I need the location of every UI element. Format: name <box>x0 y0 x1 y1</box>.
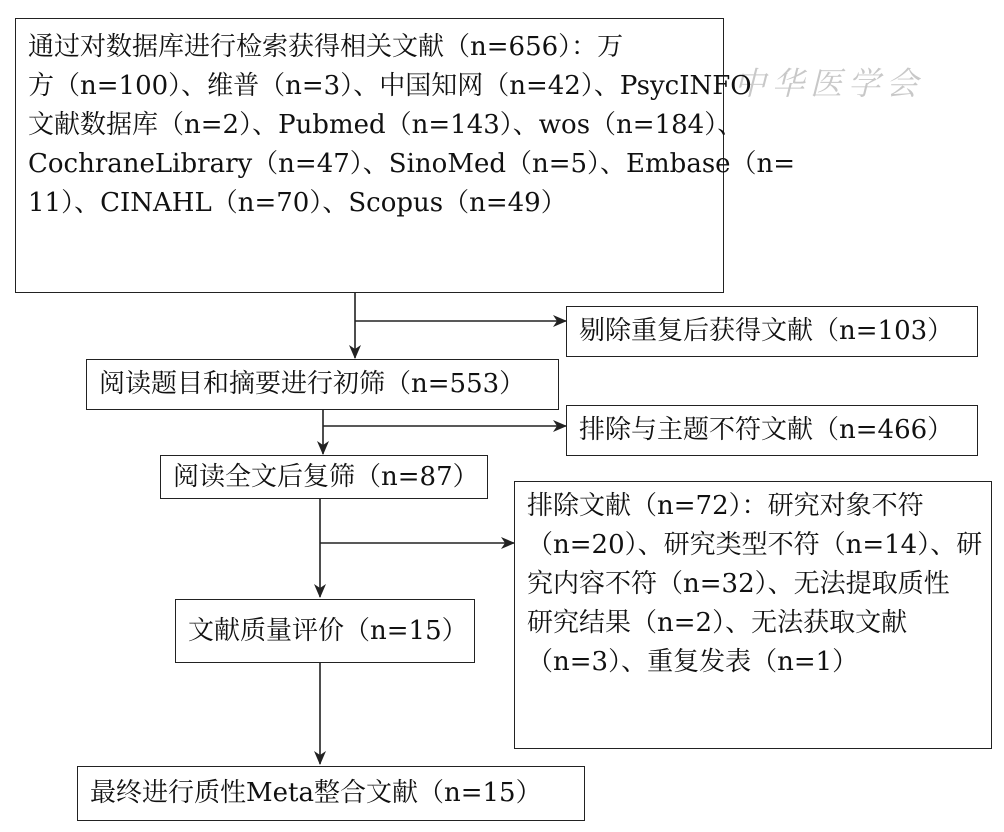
search-results-box <box>15 18 796 293</box>
excluded-topic-text: 排除与主题不符文献（n=466） <box>579 415 954 445</box>
excluded-fulltext-line-5: （n=3）、重复发表（n=1） <box>527 647 859 677</box>
excluded-fulltext-box <box>514 481 992 749</box>
title-abstract-screen-text: 阅读题目和摘要进行初筛（n=553） <box>99 369 526 399</box>
quality-assessment-box <box>175 599 475 663</box>
excluded-fulltext-line-1: 排除文献（n=72）：研究对象不符 <box>527 491 924 521</box>
dup-removed-text: 剔除重复后获得文献（n=103） <box>579 316 954 346</box>
fulltext-screen-text: 阅读全文后复筛（n=87） <box>173 461 479 492</box>
quality-assessment-text: 文献质量评价（n=15） <box>188 615 468 646</box>
excluded-fulltext-line-3: 究内容不符（n=32）、无法提取质性 <box>527 569 950 599</box>
excluded-fulltext-line-4: 研究结果（n=2）、无法获取文献 <box>527 608 908 638</box>
search-line-1: 通过对数据库进行检索获得相关文献（n=656）：万 <box>28 32 624 62</box>
final-synthesis-box <box>77 766 585 821</box>
final-synthesis-text: 最终进行质性Meta整合文献（n=15） <box>90 778 542 808</box>
search-line-4: CochraneLibrary（n=47）、SinoMed（n=5）、Embase（n= <box>28 149 796 179</box>
excluded-topic-box <box>566 405 978 456</box>
excluded-fulltext-line-2: （n=20）、研究类型不符（n=14）、研 <box>527 530 983 560</box>
watermark-text: 中华医学会 <box>734 64 925 103</box>
fulltext-screen-box <box>160 455 488 499</box>
search-line-2: 方（n=100）、维普（n=3）、中国知网（n=42）、PsycINFO <box>28 71 752 101</box>
search-line-5: 11）、CINAHL（n=70）、Scopus（n=49） <box>28 188 567 218</box>
title-abstract-screen-box <box>86 359 559 410</box>
dup-removed-box <box>566 306 978 357</box>
search-line-3: 文献数据库（n=2）、Pubmed（n=143）、wos（n=184）、 <box>28 110 744 140</box>
